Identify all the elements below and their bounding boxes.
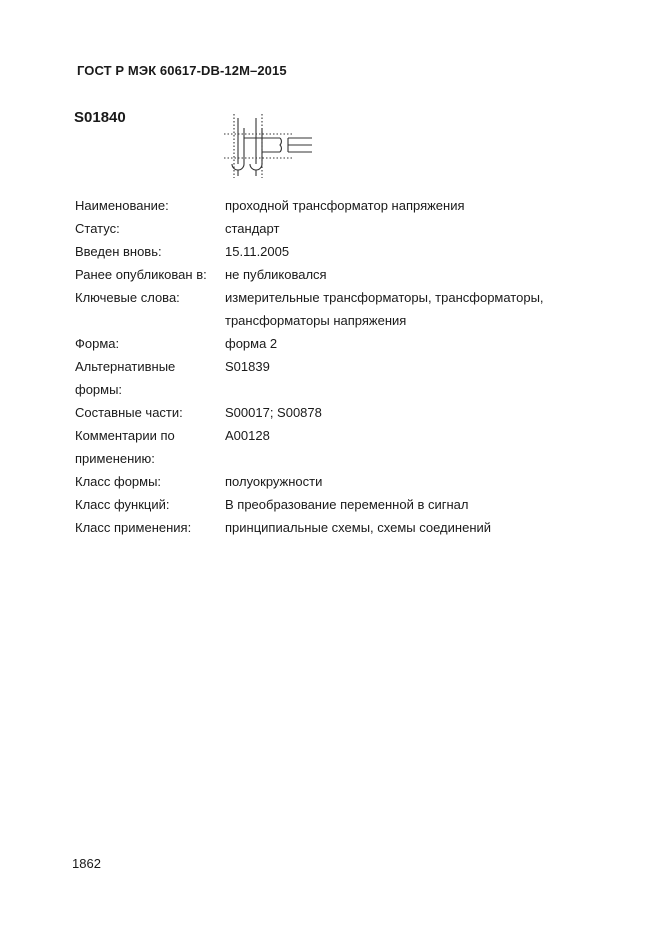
property-row <box>75 516 595 539</box>
property-value-line: трансформаторы напряжения <box>225 313 407 328</box>
property-row <box>75 493 595 516</box>
property-row <box>75 263 595 286</box>
property-label: Введен вновь: <box>75 244 162 259</box>
property-value-line: форма 2 <box>225 336 278 351</box>
property-value <box>225 286 585 332</box>
property-value <box>225 240 585 263</box>
property-value-line: стандарт <box>225 221 280 236</box>
property-value-line: В преобразование переменной в сигнал <box>225 497 469 512</box>
property-value-line: A00128 <box>225 428 270 443</box>
property-value-line: измерительные трансформаторы, трансформаторы, <box>225 290 544 305</box>
property-row <box>75 217 595 240</box>
property-value <box>225 355 585 401</box>
property-value-line: полуокружности <box>225 474 323 489</box>
property-value-line: проходной трансформатор напряжения <box>225 198 465 213</box>
property-row <box>75 240 595 263</box>
page-number: 1862 <box>72 856 101 871</box>
property-row <box>75 424 595 470</box>
property-label: Ранее опубликован в: <box>75 267 207 282</box>
property-value <box>225 470 585 493</box>
property-row <box>75 332 595 355</box>
property-value-line: не публиковался <box>225 267 327 282</box>
property-label: Статус: <box>75 221 120 236</box>
standard-header: ГОСТ Р МЭК 60617-DB-12M–2015 <box>77 63 287 78</box>
property-label: Комментарии по применению: <box>75 428 175 466</box>
symbol-code: S01840 <box>74 109 126 126</box>
property-value-line: S01839 <box>225 359 270 374</box>
property-label: Класс применения: <box>75 520 192 535</box>
property-label: Наименование: <box>75 198 169 213</box>
property-value-line: принципиальные схемы, схемы соединений <box>225 520 492 535</box>
property-row <box>75 194 595 217</box>
property-value-line: 15.11.2005 <box>225 244 290 259</box>
property-row <box>75 355 595 401</box>
property-value <box>225 332 585 355</box>
property-row <box>75 470 595 493</box>
property-row <box>75 286 595 332</box>
property-value <box>225 516 585 539</box>
properties-table <box>75 194 595 539</box>
property-value <box>225 217 585 240</box>
property-value <box>225 424 585 470</box>
property-label: Составные части: <box>75 405 183 420</box>
property-value <box>225 493 585 516</box>
property-value <box>225 194 585 217</box>
property-label: Форма: <box>75 336 120 351</box>
property-value <box>225 401 585 424</box>
property-value <box>225 263 585 286</box>
property-label: Класс формы: <box>75 474 162 489</box>
property-value-line: S00017; S00878 <box>225 405 322 420</box>
bushing-voltage-transformer-symbol-icon <box>222 112 322 182</box>
property-label: Класс функций: <box>75 497 170 512</box>
property-label: Ключевые слова: <box>75 290 180 305</box>
property-row <box>75 401 595 424</box>
property-label: Альтернативные формы: <box>75 359 176 397</box>
